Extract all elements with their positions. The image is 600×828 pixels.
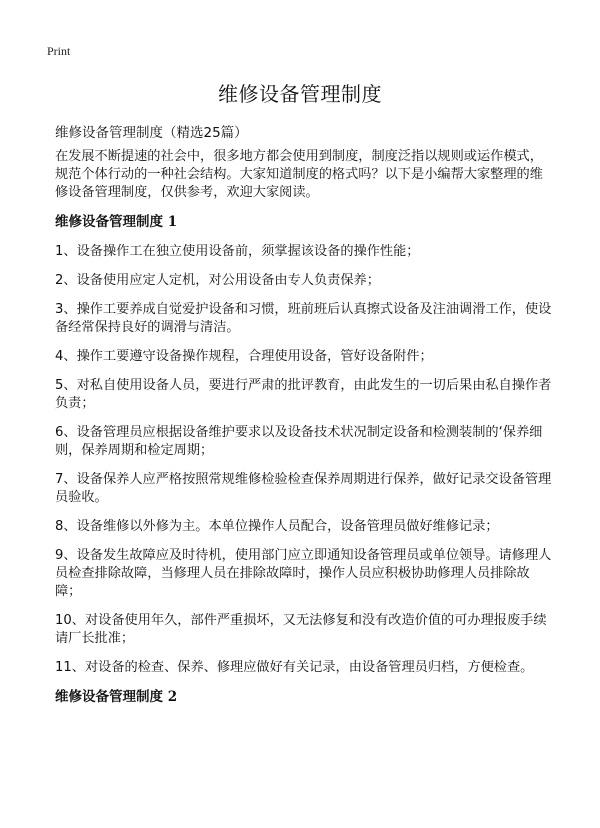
list-item: 4、操作工要遵守设备操作规程，合理使用设备，管好设备附件；: [55, 349, 433, 364]
list-item: 1、设备操作工在独立使用设备前，须掌握该设备的操作性能；: [55, 244, 420, 259]
list-item: 2、设备使用应定人定机，对公用设备由专人负责保养；: [55, 273, 380, 288]
list-item: 9、设备发生故障应及时待机，使用部门应立即通知设备管理员或单位领导。请修理人员检查排除故障，当修理人员在排除故障时，操作人员应积极协助修理人员排除故障；: [55, 548, 552, 599]
document-title: 维修设备管理制度: [218, 82, 382, 106]
list-item: 10、对设备使用年久，部件严重损坏，又无法修复和没有改造价值的可办理报废手续请厂长批准；: [55, 613, 547, 646]
list-item: 5、对私自使用设备人员，要进行严肃的批评教育，由此发生的一切后果由私自操作者负责；: [55, 378, 552, 411]
list-item: 7、设备保养人应严格按照常规维修检验检查保养周期进行保养，做好记录交设备管理员验收。: [55, 472, 552, 505]
list-item: 11、对设备的检查、保养、修理应做好有关记录，由设备管理员归档，方便检查。: [55, 660, 534, 675]
document-body: [55, 148, 555, 718]
intro-paragraph: 在发展不断提速的社会中，很多地方都会使用到制度，制度泛指以规则或运作模式，规范个体行动的一种社会结构。大家知道制度的格式吗？以下是小编帮大家整理的维修设备管理制度，仅供参考，欢迎大家阅读。: [55, 149, 543, 200]
section-heading: 维修设备管理制度 1: [55, 214, 178, 230]
document-subtitle: 维修设备管理制度（精选25篇）: [55, 125, 248, 141]
print-label[interactable]: Print: [47, 44, 71, 58]
list-item: 6、设备管理员应根据设备维护要求以及设备技术状况制定设备和检测装制的‘保养细则，保养周期和检定周期；: [55, 425, 543, 458]
list-item: 8、设备维修以外修为主。本单位操作人员配合，设备管理员做好维修记录；: [55, 519, 499, 534]
section-heading: 维修设备管理制度 2: [55, 689, 178, 705]
list-item: 3、操作工要养成自觉爱护设备和习惯，班前班后认真擦式设备及注油调滑工作，使设备经常保持良好的调滑与清洁。: [55, 302, 552, 335]
